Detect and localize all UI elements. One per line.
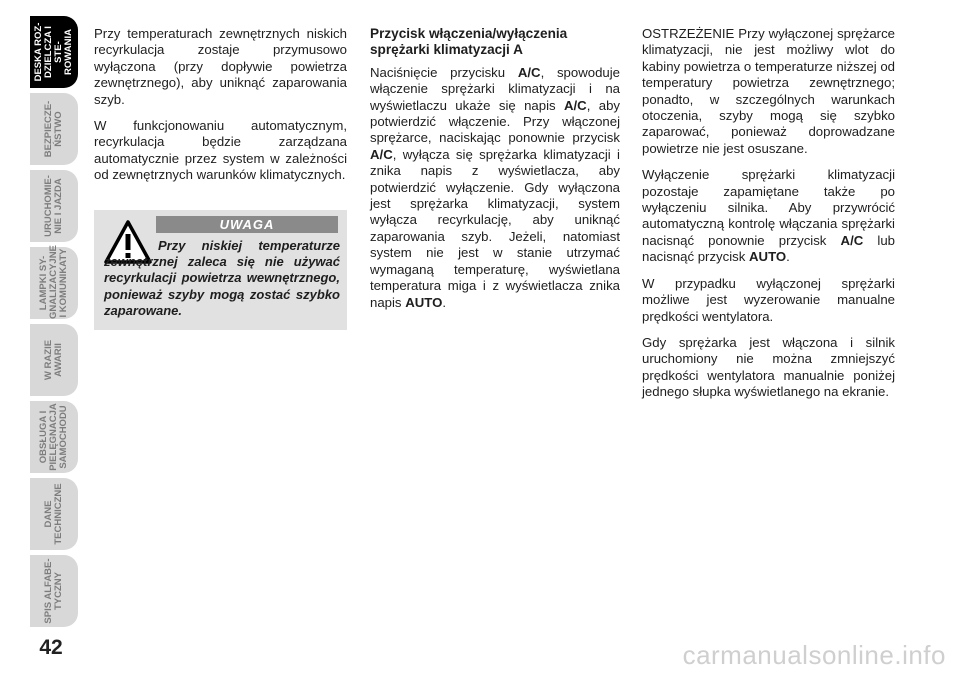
paragraph: Gdy sprężarka jest włączona i silnik uruchomiony nie można zmniejszyć prędkości wentylatora manualnie poniżej jednego słupka wyświetlanego na ekranie.	[642, 334, 895, 400]
tab-uruchomienie-i-jazda[interactable]	[30, 170, 78, 242]
paragraph: W funkcjonowaniu automatycznym, recyrkulacja będzie zarządzana automatycznie przez system w zależności od zewnętrznych warunków klimatycznych.	[94, 118, 347, 183]
auto-display-label: AUTO	[405, 294, 443, 310]
auto-button-label: AUTO	[749, 249, 787, 265]
text-run: .	[442, 294, 446, 310]
tab-w-razie-awarii[interactable]	[30, 324, 78, 396]
tab-label: W RAZIE AWARII	[43, 339, 64, 381]
chapter-sidebar	[0, 0, 78, 677]
tab-obsluga-i-pielegnacja[interactable]	[30, 401, 78, 473]
tab-label: DANE TECHNICZNE	[43, 483, 64, 545]
text-run: Wyłączenie sprężarki klimatyzacji pozostaje zapamiętane także po wyłączeniu silnika. Aby przywrócić automatyczną kontrolę włączania sprężarki nacisnąć ponownie przycisk	[642, 167, 895, 248]
tab-label: OBSŁUGA I PIELĘGNACJA SAMOCHODU	[38, 403, 69, 471]
text-run: , wyłącza się sprężarka klimatyzacji i znika napis z wyświetlacza, aby potwierdzić wyłączenie. Gdy wyłączona jest sprężarka klimatyzacji, system wyłącza recyrkulację, aby uniknąć zaparowania szyb. Jeżeli, natomiast system nie jest w stanie utrzymać wymaganą temperaturę, wyświetlana temperatura miga i z wyświetlacza znika napis	[370, 146, 620, 310]
text-run: .	[786, 249, 790, 265]
page-number: 42	[39, 636, 63, 659]
ac-button-label: A/C	[517, 64, 541, 80]
ac-button-label: A/C	[840, 232, 864, 248]
paragraph	[370, 65, 620, 311]
warning-header: UWAGA	[156, 216, 338, 233]
text-run: , spowoduje włączenie sprężarki klimatyzacji i na wyświetlaczu ukaże się napis	[370, 64, 621, 113]
warning-box	[94, 210, 347, 330]
text-run: Naciśnięcie przycisku	[370, 64, 518, 80]
warning-text: Przy niskiej temperaturze zewnętrznej zaleca się nie używać recyrkulacji powietrza wewnętrznego, ponieważ szyby mogą zostać szybko zaparowane.	[104, 238, 340, 318]
tab-label: SPIS ALFABE- TYCZNY	[43, 558, 64, 624]
paragraph	[642, 167, 895, 265]
text-run: lub nacisnąć przycisk	[642, 232, 896, 265]
paragraph: OSTRZEŻENIE Przy wyłączonej sprężarce klimatyzacji, nie jest możliwy wlot do kabiny powietrza o temperaturze niższej od temperatury powietrza zewnętrznego; ponadto, w szczególnych warunkach otoczenia, szyby mogą się szybko zaparować, ponieważ doprowadzane powietrze nie jest osuszane.	[642, 26, 895, 156]
ac-button-label: A/C	[370, 146, 393, 162]
tab-bezpieczenstwo[interactable]	[30, 93, 78, 165]
ac-display-label: A/C	[563, 97, 587, 113]
tab-label: LAMPKI SY- GNALIZACYJNE I KOMUNIKATY	[38, 245, 69, 319]
tab-label: URUCHOMIE- NIE I JAZDA	[43, 175, 64, 237]
section-heading: Przycisk włączenia/wyłączenia sprężarki klimatyzacji A	[370, 26, 568, 58]
text-column-1	[94, 26, 347, 194]
tab-spis-alfabetyczny[interactable]	[30, 555, 78, 627]
watermark: carmanualsonline.info	[682, 640, 946, 670]
text-run: , aby potwierdzić włączenie. Przy włączonej sprężarce, naciskając ponownie przycisk	[370, 97, 620, 146]
tab-dane-techniczne[interactable]	[30, 478, 78, 550]
text-column-2	[370, 26, 620, 321]
paragraph: Przy temperaturach zewnętrznych niskich recyrkulacja zostaje przymusowo wyłączona (przy dopływie powietrza zewnętrznego), aby uniknąć zaparowania szyb.	[94, 26, 347, 107]
tab-lampki-sygnalizacyjne[interactable]	[30, 247, 78, 319]
text-column-3	[642, 26, 895, 411]
tab-label: BEZPIECZE- ŃSTWO	[43, 100, 64, 158]
paragraph: W przypadku wyłączonej sprężarki możliwe jest wyzerowanie manualne prędkości wentylatora.	[642, 275, 895, 324]
tab-deska-rozdzielcza[interactable]	[30, 16, 78, 88]
tab-label: DESKA ROZ- DZIELCZA I STE- ROWANIA	[33, 22, 74, 82]
